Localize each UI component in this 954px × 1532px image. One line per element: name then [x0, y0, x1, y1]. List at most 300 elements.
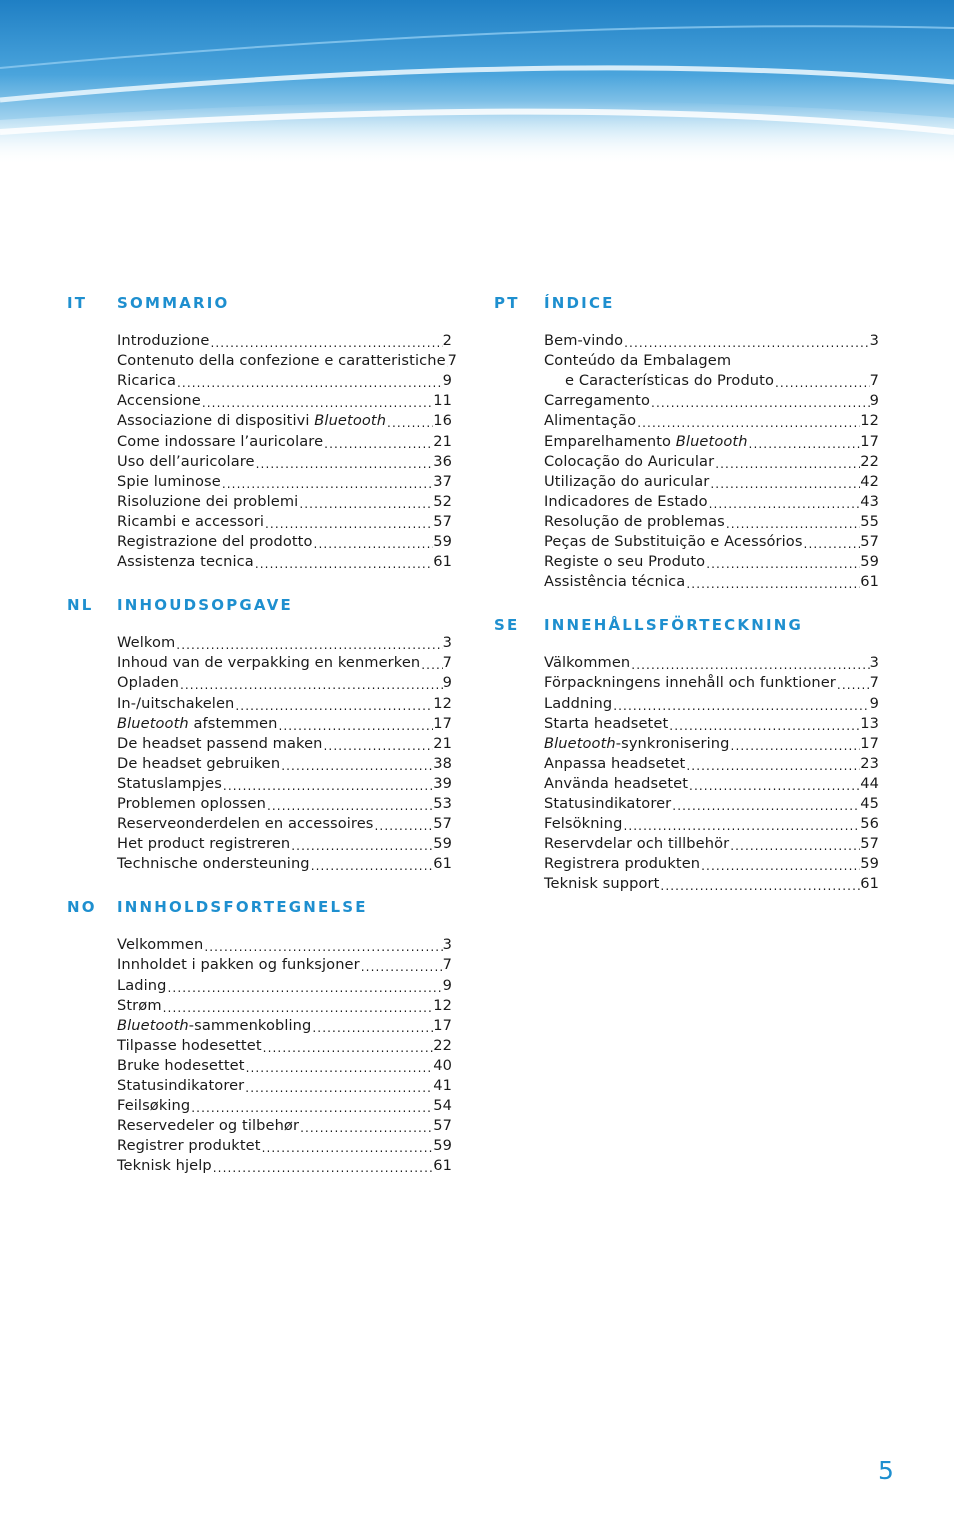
toc-page-number: 45 [860, 794, 879, 812]
toc-page-number: 2 [442, 332, 452, 350]
toc-entry-label [544, 673, 836, 693]
toc-entry[interactable] [544, 734, 879, 754]
toc-entry-label-text: Lading [117, 976, 167, 994]
dot-leader [179, 677, 443, 693]
toc-entry[interactable] [117, 834, 452, 854]
language-code: NL [67, 596, 94, 615]
toc-entry-label [544, 512, 725, 532]
toc-entry-label [544, 452, 714, 472]
toc-entry[interactable] [117, 431, 452, 451]
toc-entry-label-text: Bruke hodesettet [117, 1056, 245, 1074]
toc-entry-label-text: Starta headsetet [544, 714, 669, 732]
dot-leader [299, 1120, 433, 1136]
toc-entry-label-text: Spie luminose [117, 472, 221, 490]
toc-entry-label [117, 955, 360, 975]
toc-entry[interactable] [544, 431, 879, 451]
toc-entry[interactable] [544, 351, 879, 371]
dot-leader [261, 1140, 434, 1156]
toc-entry-label [544, 391, 650, 411]
toc-entry-label [117, 1036, 262, 1056]
toc-entry-label-text: e Características do Produto [565, 372, 775, 390]
toc-entry-label [544, 774, 688, 794]
toc-column-right [494, 294, 884, 918]
toc-entry-label [117, 1056, 245, 1076]
toc-entry-label [117, 976, 167, 996]
section-title: SOMMARIO [117, 294, 230, 312]
toc-page-number: 7 [869, 372, 879, 390]
toc-entry[interactable] [117, 552, 452, 572]
toc-page-number: 43 [860, 492, 879, 510]
toc-entry[interactable] [117, 693, 452, 713]
dot-leader [203, 939, 442, 955]
toc-entry-label [117, 1136, 261, 1156]
toc-entry[interactable] [117, 794, 452, 814]
toc-entry[interactable] [117, 1016, 452, 1036]
toc-entry-label-italic: Bluetooth [544, 734, 616, 752]
toc-entry-label [544, 754, 685, 774]
section-heading [494, 294, 884, 316]
toc-page-number: 38 [433, 754, 452, 772]
toc-page-number: 7 [442, 654, 452, 672]
dot-leader [630, 657, 869, 673]
toc-page-number: 41 [433, 1077, 452, 1094]
toc-page-number: 59 [433, 1137, 452, 1155]
dot-leader [420, 657, 442, 673]
toc-entry-label-text: Het product registreren [117, 835, 291, 853]
toc-entry-list [117, 331, 458, 572]
language-code: SE [494, 616, 520, 635]
toc-entry-label-text: In-/uitschakelen [117, 694, 235, 712]
toc-entry-label-italic: Bluetooth [117, 714, 189, 732]
toc-entry[interactable] [544, 714, 879, 734]
toc-entry-label-text: De headset passend maken [117, 734, 323, 752]
toc-section-se [494, 616, 884, 894]
dot-leader [803, 536, 861, 552]
toc-entry-label [117, 633, 175, 653]
toc-page-number: 17 [433, 714, 452, 732]
toc-page-number: 57 [433, 512, 452, 530]
dot-leader [264, 516, 433, 532]
dot-leader [729, 838, 860, 854]
toc-entry[interactable] [117, 996, 452, 1016]
toc-entry-label-italic: Bluetooth [314, 412, 387, 430]
toc-page-number: 7 [442, 956, 452, 974]
toc-entry-label-text: Välkommen [544, 654, 631, 672]
toc-entry-label-text: Registrer produktet [117, 1137, 261, 1155]
toc-entry-label-text: Registrazione del prodotto [117, 533, 313, 551]
toc-entry-label-text: Velkommen [117, 936, 204, 954]
toc-entry-label [117, 714, 277, 734]
toc-entry[interactable] [117, 854, 452, 874]
toc-page-number: 37 [433, 472, 452, 490]
toc-entry[interactable] [117, 1056, 452, 1076]
toc-entry[interactable] [117, 512, 452, 532]
toc-entry[interactable] [117, 754, 452, 774]
toc-entry-label [544, 552, 705, 572]
toc-entry-label [544, 834, 729, 854]
toc-page-number: 39 [433, 774, 452, 792]
dot-leader [234, 698, 433, 714]
toc-page-number: 42 [860, 472, 879, 490]
toc-entry-label-text: Laddning [544, 694, 613, 712]
toc-entry-label [544, 653, 630, 673]
toc-entry[interactable] [544, 411, 879, 431]
toc-entry-label [117, 371, 176, 391]
toc-page-number: 57 [433, 1117, 452, 1135]
toc-entry-label-text: Statuslampjes [117, 774, 222, 792]
dot-leader [222, 778, 433, 794]
toc-page-number: 12 [433, 694, 452, 712]
dot-leader [708, 496, 861, 512]
toc-entry[interactable] [117, 653, 452, 673]
toc-page-number: 12 [860, 412, 879, 430]
toc-entry[interactable] [544, 331, 879, 351]
language-code: PT [494, 294, 520, 312]
toc-entry-label [117, 935, 203, 955]
toc-page-number: 61 [433, 553, 452, 571]
toc-entry[interactable] [544, 854, 879, 874]
toc-entry-label-text: Peças de Substituição e Acessórios [544, 533, 803, 551]
toc-entry[interactable] [544, 391, 879, 411]
toc-entry[interactable] [117, 975, 452, 995]
toc-page-number: 61 [860, 875, 879, 893]
toc-entry-label-text: Reservdelar och tillbehör [544, 835, 730, 853]
toc-page-number: 61 [860, 573, 879, 591]
dot-leader [836, 677, 870, 693]
dot-leader [774, 375, 870, 391]
toc-entry[interactable] [117, 734, 452, 754]
toc-page-number: 57 [860, 533, 879, 551]
toc-page-number: 13 [860, 714, 879, 732]
toc-entry-label-text: Introduzione [117, 332, 210, 350]
toc-entry[interactable] [117, 371, 452, 391]
toc-page-number: 22 [433, 1036, 452, 1054]
toc-entry-label [544, 874, 659, 894]
section-heading [494, 616, 884, 638]
toc-entry-label-text: -synkronisering [615, 734, 730, 752]
toc-entry-label-text: Registrera produkten [544, 855, 701, 873]
toc-entry[interactable] [544, 834, 879, 854]
page-number: 5 [878, 1456, 894, 1485]
dot-leader [323, 436, 433, 452]
dot-leader [313, 536, 434, 552]
toc-entry-label [117, 411, 386, 431]
toc-entry-label-text: Teknisk hjelp [117, 1157, 212, 1175]
toc-entry[interactable] [544, 814, 879, 834]
toc-entry[interactable] [117, 1076, 452, 1096]
toc-entry-label-italic: Bluetooth [675, 432, 748, 450]
toc-entry-label-text: Assistenza tecnica [117, 553, 254, 571]
toc-entry-label [117, 1016, 311, 1036]
toc-page-number: 17 [860, 734, 879, 752]
toc-page-number: 17 [433, 1016, 452, 1034]
toc-entry[interactable] [544, 532, 879, 552]
toc-entry-label [117, 774, 222, 794]
dot-leader [323, 738, 434, 754]
toc-entry-label [117, 794, 266, 814]
section-title: INHOUDSOPGAVE [117, 596, 293, 615]
toc-entry[interactable] [117, 955, 452, 975]
toc-entry-label-text: Feilsøking [117, 1097, 191, 1115]
toc-page-number: 3 [869, 654, 879, 672]
toc-page-number: 61 [433, 855, 452, 873]
toc-entry[interactable] [544, 452, 879, 472]
toc-entry-label-text: -sammenkobling [188, 1016, 312, 1034]
toc-entry-label-text: Ricarica [117, 372, 176, 390]
toc-page-number: 7 [869, 674, 879, 692]
toc-page-number: 3 [869, 332, 879, 350]
dot-leader [310, 858, 434, 874]
toc-entry[interactable] [544, 673, 879, 693]
toc-entry-label-text: Carregamento [544, 392, 651, 410]
dot-leader [311, 1020, 433, 1036]
toc-entry-label [117, 814, 373, 834]
toc-entry-label-text: De headset gebruiken [117, 754, 281, 772]
toc-entry[interactable] [544, 653, 879, 673]
dot-leader [255, 456, 434, 472]
dot-leader [280, 758, 433, 774]
dot-leader [668, 718, 860, 734]
toc-entry[interactable] [544, 794, 879, 814]
toc-entry-list [117, 935, 452, 1176]
toc-entry[interactable] [544, 512, 879, 532]
toc-entry-label [544, 492, 708, 512]
dot-leader [688, 778, 860, 794]
toc-entry[interactable] [117, 472, 452, 492]
toc-section-pt [494, 294, 884, 592]
toc-entry-label-text: afstemmen [188, 714, 278, 732]
dot-leader [623, 335, 869, 351]
toc-entry-label [117, 834, 290, 854]
toc-entry-label [117, 331, 209, 351]
dot-leader [176, 375, 443, 391]
toc-column-left [67, 294, 457, 1200]
toc-entry[interactable] [117, 331, 452, 351]
dot-leader [709, 476, 860, 492]
section-heading [67, 294, 457, 316]
dot-leader [298, 496, 433, 512]
dot-leader [209, 335, 442, 351]
dot-leader [201, 395, 433, 411]
toc-entry-label [117, 432, 323, 452]
toc-entry-label-text: Risoluzione dei problemi [117, 492, 299, 510]
toc-entry[interactable] [117, 935, 452, 955]
section-heading [67, 596, 457, 618]
toc-entry[interactable] [117, 452, 452, 472]
toc-entry[interactable] [117, 532, 452, 552]
toc-entry-label-text: Indicadores de Estado [544, 492, 708, 510]
dot-leader [244, 1080, 433, 1096]
toc-entry[interactable] [117, 814, 452, 834]
toc-entry-label-text: Emparelhamento [544, 432, 676, 450]
toc-section-no [67, 898, 457, 1176]
toc-page-number: 57 [433, 815, 452, 833]
toc-entry[interactable] [544, 371, 879, 391]
toc-entry[interactable] [544, 472, 879, 492]
toc-entry-label [117, 1156, 212, 1176]
toc-entry-label [544, 411, 636, 431]
toc-entry[interactable] [117, 774, 452, 794]
toc-entry[interactable] [117, 714, 452, 734]
dot-leader [685, 758, 860, 774]
toc-entry[interactable] [117, 1136, 452, 1156]
toc-entry-label-text: Förpackningens innehåll och funktioner [544, 674, 836, 692]
toc-entry-label-text: Alimentação [544, 412, 637, 430]
toc-page-number: 16 [433, 412, 452, 430]
toc-entry[interactable] [544, 693, 879, 713]
toc-entry-label [544, 351, 731, 371]
toc-entry-label-text: Ricambi e accessori [117, 512, 265, 530]
toc-entry[interactable] [117, 673, 452, 693]
toc-page-number: 3 [442, 936, 452, 954]
dot-leader [373, 818, 433, 834]
toc-entry[interactable] [117, 1096, 452, 1116]
dot-leader [245, 1060, 434, 1076]
toc-page-number: 54 [433, 1097, 452, 1115]
toc-entry-label [117, 754, 280, 774]
toc-entry-label [117, 552, 254, 572]
toc-page-number: 22 [860, 452, 879, 470]
toc-entry-label-text: Felsökning [544, 815, 623, 833]
dot-leader [659, 878, 860, 894]
toc-page-number: 23 [860, 754, 879, 772]
toc-entry-label [117, 694, 234, 714]
toc-entry-label [544, 714, 668, 734]
toc-entry[interactable] [117, 351, 458, 371]
toc-entry-label-text: Statusindikatorer [544, 794, 672, 812]
toc-entry-label-text: Strøm [117, 996, 162, 1014]
toc-entry-label [565, 371, 774, 391]
toc-entry-label [544, 734, 730, 754]
toc-page-number: 12 [433, 996, 452, 1014]
dot-leader [221, 476, 433, 492]
toc-entry[interactable] [544, 492, 879, 512]
toc-page-number: 61 [433, 1157, 452, 1175]
toc-entry-list [544, 653, 879, 894]
toc-entry-label-text: Opladen [117, 674, 179, 692]
toc-page-number: 59 [433, 533, 452, 551]
toc-entry-label-text: Accensione [117, 392, 201, 410]
toc-entry-label-text: Reserveonderdelen en accessoires [117, 815, 374, 833]
toc-entry[interactable] [117, 1036, 452, 1056]
toc-entry-label-text: Associazione di dispositivi [117, 412, 315, 430]
toc-entry-label-text: Innholdet i pakken og funksjoner [117, 956, 360, 974]
toc-entry-label [117, 734, 323, 754]
dot-leader [622, 818, 860, 834]
toc-entry-label-text: Statusindikatorer [117, 1077, 245, 1094]
dot-leader [714, 456, 860, 472]
toc-entry-label-text: Anpassa headsetet [544, 754, 686, 772]
toc-entry-label-text: Registe o seu Produto [544, 553, 706, 571]
section-heading [67, 898, 457, 920]
dot-leader [705, 556, 860, 572]
toc-page-number: 7 [447, 352, 458, 370]
toc-entry-list [544, 331, 879, 592]
section-title: INNEHÅLLSFÖRTECKNING [544, 616, 804, 635]
dot-leader [212, 1160, 433, 1176]
toc-page-number: 21 [433, 734, 452, 752]
section-title: ÍNDICE [544, 294, 615, 312]
toc-entry[interactable] [544, 774, 879, 794]
toc-page-number: 44 [860, 774, 879, 792]
toc-entry-label [117, 512, 264, 532]
toc-entry-label [544, 854, 700, 874]
toc-entry-label-text: Assistência técnica [544, 573, 686, 591]
toc-page-number: 57 [860, 835, 879, 853]
toc-page-number: 59 [433, 835, 452, 853]
toc-entry[interactable] [117, 633, 452, 653]
toc-page-number: 11 [433, 392, 452, 410]
toc-entry-label-text: Welkom [117, 634, 176, 652]
toc-page-number: 21 [433, 432, 452, 450]
toc-entry-label-text: Bem-vindo [544, 332, 624, 350]
toc-entry[interactable] [544, 754, 879, 774]
dot-leader [254, 556, 433, 572]
toc-entry-label-text: Inhoud van de verpakking en kenmerken [117, 654, 421, 672]
toc-entry-label-text: Uso dell’auricolare [117, 452, 255, 470]
toc-entry-label [544, 694, 612, 714]
toc-entry-label [544, 794, 671, 814]
toc-section-nl [67, 596, 457, 874]
toc-entry-label-text: Conteúdo da Embalagem [544, 352, 732, 370]
toc-entry-label [117, 673, 179, 693]
toc-entry-label-text: Resolução de problemas [544, 512, 725, 530]
dot-leader [290, 838, 433, 854]
dot-leader [167, 980, 443, 996]
dot-leader [162, 1000, 434, 1016]
dot-leader [190, 1100, 433, 1116]
toc-entry-label-italic: Bluetooth [117, 1016, 189, 1034]
toc-entry-label [544, 331, 623, 351]
toc-entry-label [117, 1076, 244, 1096]
toc-entry[interactable] [544, 552, 879, 572]
toc-entry-label-text: Tilpasse hodesettet [117, 1036, 262, 1054]
toc-entry-label [117, 854, 310, 874]
toc-entry-label [544, 472, 709, 492]
toc-entry-label-text: Colocação do Auricular [544, 452, 715, 470]
dot-leader [748, 436, 861, 452]
toc-entry[interactable] [117, 391, 452, 411]
toc-entry-label [117, 532, 313, 552]
language-code: NO [67, 898, 97, 917]
toc-entry-label [544, 814, 622, 834]
toc-page-number: 9 [442, 976, 452, 994]
toc-entry-label [544, 532, 803, 552]
toc-entry-list [117, 633, 452, 874]
toc-page-number: 56 [860, 815, 879, 833]
dot-leader [612, 698, 869, 714]
toc-page-number: 59 [860, 855, 879, 873]
toc-entry[interactable] [117, 1156, 452, 1176]
dot-leader [685, 576, 860, 592]
toc-entry-label-text: Teknisk support [544, 875, 660, 893]
toc-entry-label-text: Använda headsetet [544, 774, 689, 792]
toc-entry-label [117, 1116, 299, 1136]
toc-entry-label [117, 1096, 190, 1116]
toc-entry[interactable] [544, 874, 879, 894]
toc-entry[interactable] [117, 1116, 452, 1136]
dot-leader [671, 798, 860, 814]
dot-leader [725, 516, 860, 532]
dot-leader [636, 415, 860, 431]
toc-entry-label [544, 432, 748, 452]
toc-entry-label [117, 452, 255, 472]
toc-page-number: 17 [860, 432, 879, 450]
toc-entry[interactable] [544, 572, 879, 592]
toc-entry[interactable] [117, 492, 452, 512]
toc-entry[interactable] [117, 411, 452, 431]
toc-page-number: 9 [442, 674, 452, 692]
